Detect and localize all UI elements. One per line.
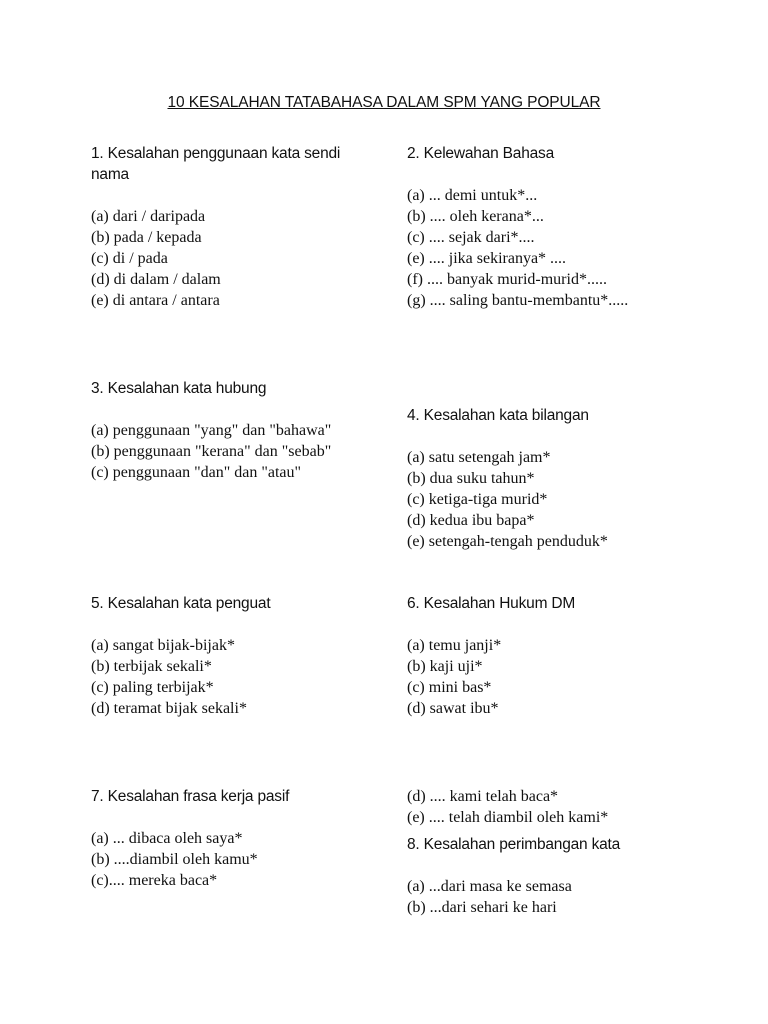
section-4-heading: 4. Kesalahan kata bilangan bbox=[407, 407, 589, 424]
section-2-item: (e) .... jika sekiranya* .... bbox=[407, 250, 567, 267]
section-4-item: (c) ketiga-tiga murid* bbox=[407, 491, 548, 508]
section-5-item: (c) paling terbijak* bbox=[91, 679, 214, 696]
section-8-item: (b) ...dari sehari ke hari bbox=[407, 899, 557, 916]
section-6-heading: 6. Kesalahan Hukum DM bbox=[407, 595, 576, 612]
section-1-item: (b) pada / kepada bbox=[91, 229, 202, 246]
section-5-item: (d) teramat bijak sekali* bbox=[91, 700, 247, 717]
section-6-item: (d) sawat ibu* bbox=[407, 700, 499, 717]
section-7 bbox=[91, 786, 391, 891]
section-7-item: (c).... mereka baca* bbox=[91, 872, 218, 889]
section-4-item: (a) satu setengah jam* bbox=[407, 449, 551, 466]
section-2-item: (g) .... saling bantu-membantu*..... bbox=[407, 292, 629, 309]
section-6 bbox=[407, 593, 697, 719]
section-2-item: (b) .... oleh kerana*... bbox=[407, 208, 544, 225]
section-5 bbox=[91, 593, 391, 719]
section-3 bbox=[91, 378, 391, 483]
section-1 bbox=[91, 143, 381, 311]
section-2 bbox=[407, 143, 697, 311]
document-title: 10 KESALAHAN TATABAHASA DALAM SPM YANG POPULAR bbox=[167, 94, 601, 111]
section-7-item: (d) .... kami telah baca* bbox=[407, 788, 559, 805]
section-1-item: (a) dari / daripada bbox=[91, 208, 206, 225]
section-1-item: (d) di dalam / dalam bbox=[91, 271, 221, 288]
section-4-item: (d) kedua ibu bapa* bbox=[407, 512, 535, 529]
section-5-item: (a) sangat bijak-bijak* bbox=[91, 637, 235, 654]
section-7-item: (e) .... telah diambil oleh kami* bbox=[407, 809, 609, 826]
section-7-item: (a) ... dibaca oleh saya* bbox=[91, 830, 243, 847]
section-8-item: (a) ...dari masa ke semasa bbox=[407, 878, 572, 895]
section-3-item: (c) penggunaan "dan" dan "atau" bbox=[91, 464, 302, 481]
section-8-heading: 8. Kesalahan perimbangan kata bbox=[407, 836, 621, 853]
section-4-item: (b) dua suku tahun* bbox=[407, 470, 535, 487]
section-7-heading: 7. Kesalahan frasa kerja pasif bbox=[91, 788, 290, 805]
section-6-item: (b) kaji uji* bbox=[407, 658, 483, 675]
section-5-item: (b) terbijak sekali* bbox=[91, 658, 212, 675]
section-1-item: (c) di / pada bbox=[91, 250, 168, 267]
section-2-heading: 2. Kelewahan Bahasa bbox=[407, 145, 555, 162]
section-7-continued bbox=[407, 786, 697, 918]
section-5-heading: 5. Kesalahan kata penguat bbox=[91, 595, 271, 612]
section-3-item: (b) penggunaan "kerana" dan "sebab" bbox=[91, 443, 332, 460]
section-3-heading: 3. Kesalahan kata hubung bbox=[91, 380, 267, 397]
section-7-item: (b) ....diambil oleh kamu* bbox=[91, 851, 258, 868]
section-1-item: (e) di antara / antara bbox=[91, 292, 220, 309]
section-2-item: (c) .... sejak dari*.... bbox=[407, 229, 535, 246]
section-3-item: (a) penggunaan "yang" dan "bahawa" bbox=[91, 422, 332, 439]
section-2-item: (a) ... demi untuk*... bbox=[407, 187, 538, 204]
section-2-item: (f) .... banyak murid-murid*..... bbox=[407, 271, 607, 288]
section-4 bbox=[407, 405, 697, 552]
section-6-item: (a) temu janji* bbox=[407, 637, 502, 654]
section-1-heading: 1. Kesalahan penggunaan kata sendi nama bbox=[91, 145, 341, 183]
section-4-item: (e) setengah-tengah penduduk* bbox=[407, 533, 608, 550]
section-6-item: (c) mini bas* bbox=[407, 679, 492, 696]
